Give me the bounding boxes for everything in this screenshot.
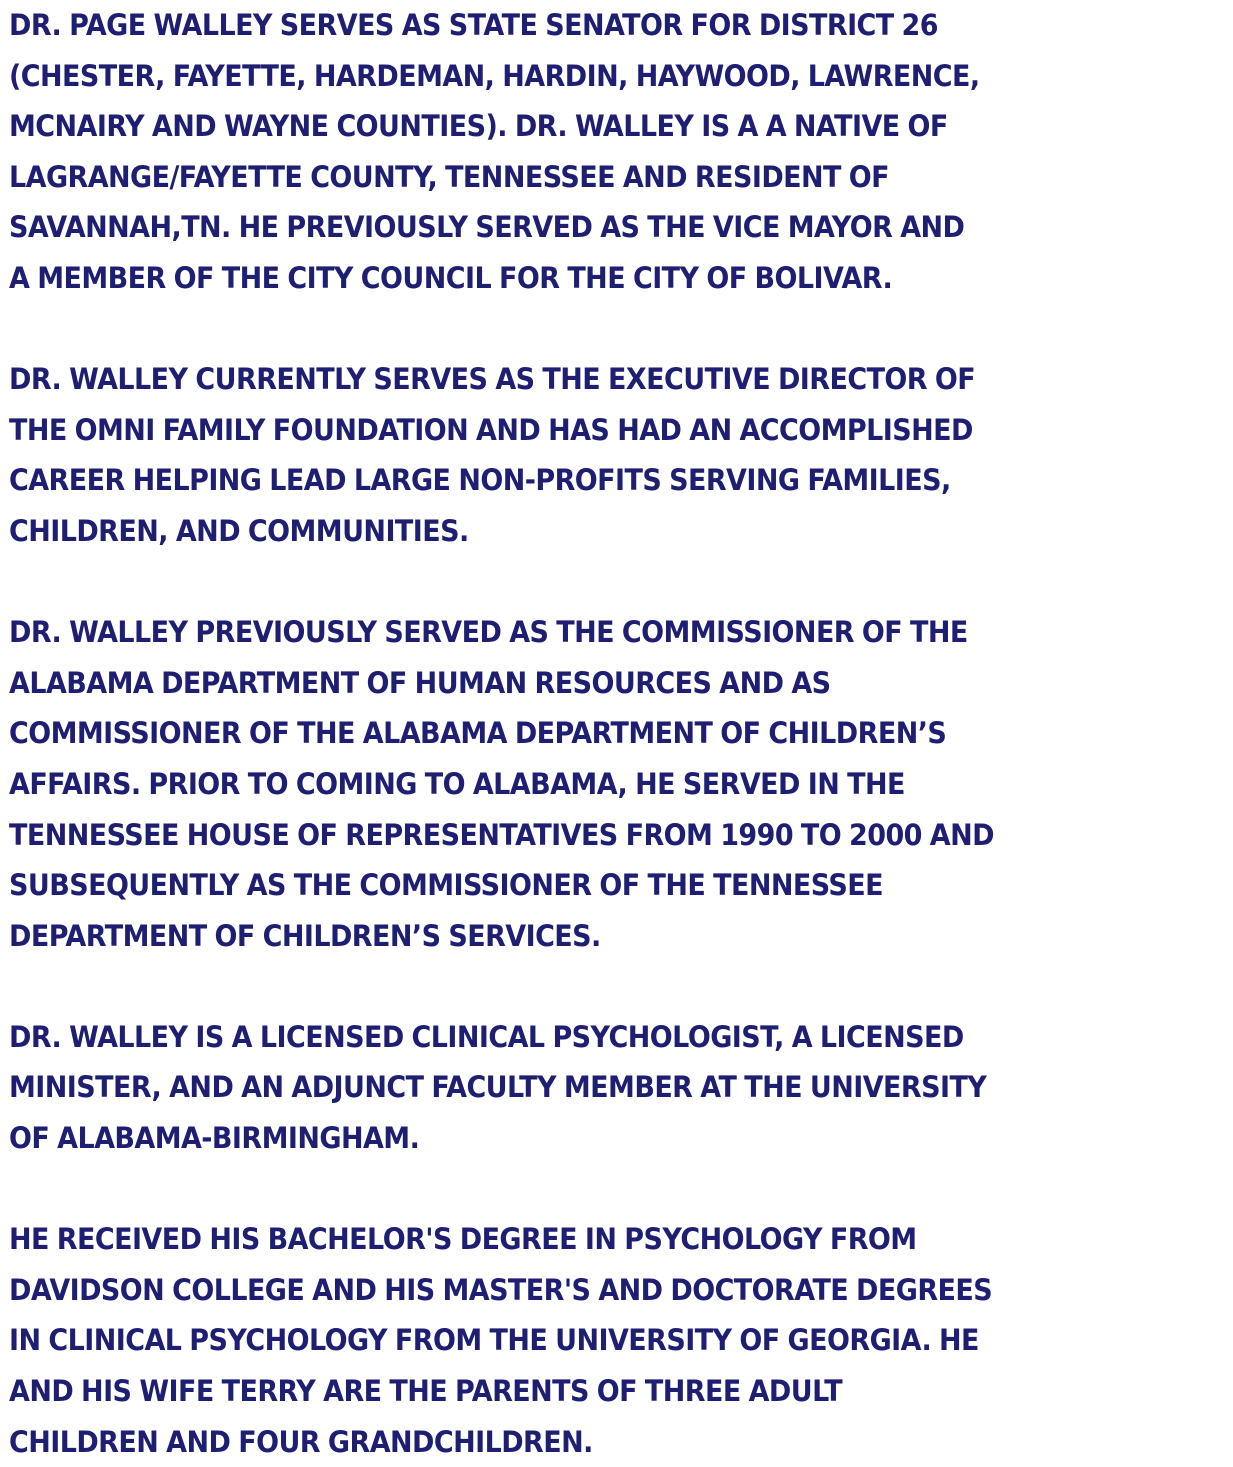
text-line: IN CLINICAL PSYCHOLOGY FROM THE UNIVERSITY OF GEORGIA. HE <box>9 1323 979 1358</box>
text-line: HE RECEIVED HIS BACHELOR'S DEGREE IN PSYCHOLOGY FROM <box>9 1222 917 1257</box>
bio-paragraph-credentials <box>9 1012 1144 1164</box>
text-line: CAREER HELPING LEAD LARGE NON-PROFITS SERVING FAMILIES, <box>9 463 951 498</box>
text-line: AND HIS WIFE TERRY ARE THE PARENTS OF THREE ADULT <box>9 1374 843 1409</box>
text-line: DR. WALLEY IS A LICENSED CLINICAL PSYCHOLOGIST, A LICENSED <box>9 1019 964 1054</box>
text-line: A MEMBER OF THE CITY COUNCIL FOR THE CITY OF BOLIVAR. <box>9 260 893 295</box>
text-line: DEPARTMENT OF CHILDREN’S SERVICES. <box>9 918 601 953</box>
paragraph-spacer <box>9 961 1144 1012</box>
text-line: CHILDREN, AND COMMUNITIES. <box>9 513 469 548</box>
bio-paragraph-education-family <box>9 1214 1144 1467</box>
text-line: CHILDREN AND FOUR GRANDCHILDREN. <box>9 1424 593 1459</box>
text-line: DR. PAGE WALLEY SERVES AS STATE SENATOR FOR DISTRICT 26 <box>9 8 938 42</box>
text-line: SAVANNAH,TN. HE PREVIOUSLY SERVED AS THE VICE MAYOR AND <box>9 210 965 245</box>
text-line: THE OMNI FAMILY FOUNDATION AND HAS HAD AN ACCOMPLISHED <box>9 412 973 447</box>
text-line: LAGRANGE/FAYETTE COUNTY, TENNESSEE AND RESIDENT OF <box>9 159 890 194</box>
text-line: DAVIDSON COLLEGE AND HIS MASTER'S AND DOCTORATE DEGREES <box>9 1272 993 1307</box>
text-line: MCNAIRY AND WAYNE COUNTIES). DR. WALLEY IS A A NATIVE OF <box>9 109 948 144</box>
text-line: OF ALABAMA-BIRMINGHAM. <box>9 1121 420 1156</box>
bio-paragraph-previous-roles <box>9 607 1144 961</box>
paragraph-spacer <box>9 304 1144 355</box>
text-line: DR. WALLEY PREVIOUSLY SERVED AS THE COMMISSIONER OF THE <box>9 615 968 650</box>
text-line: TENNESSEE HOUSE OF REPRESENTATIVES FROM 1990 TO 2000 AND <box>9 817 994 852</box>
paragraph-spacer <box>9 557 1144 608</box>
biography-text <box>9 0 1144 1467</box>
bio-paragraph-senator <box>9 0 1144 304</box>
text-line: ALABAMA DEPARTMENT OF HUMAN RESOURCES AND AS <box>9 665 831 700</box>
text-line: MINISTER, AND AN ADJUNCT FACULTY MEMBER AT THE UNIVERSITY <box>9 1070 987 1105</box>
text-line: SUBSEQUENTLY AS THE COMMISSIONER OF THE TENNESSEE <box>9 868 883 903</box>
text-line: AFFAIRS. PRIOR TO COMING TO ALABAMA, HE SERVED IN THE <box>9 766 905 801</box>
text-line: DR. WALLEY CURRENTLY SERVES AS THE EXECUTIVE DIRECTOR OF <box>9 362 976 397</box>
text-line: (CHESTER, FAYETTE, HARDEMAN, HARDIN, HAYWOOD, LAWRENCE, <box>9 58 980 93</box>
paragraph-spacer <box>9 1164 1144 1215</box>
bio-paragraph-current-role <box>9 354 1144 556</box>
text-line: COMMISSIONER OF THE ALABAMA DEPARTMENT OF CHILDREN’S <box>9 716 947 751</box>
